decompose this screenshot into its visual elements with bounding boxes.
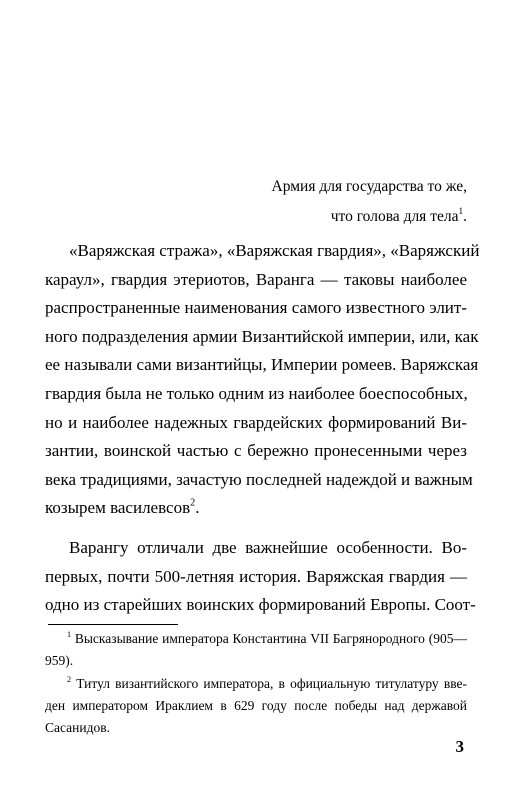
footnote-ref-2[interactable]: 2 <box>190 497 196 509</box>
paragraph-1-line-2: караул», гвардия этериотов, Варанга — таковы наиболее <box>45 269 467 289</box>
epigraph-end: . <box>463 208 467 225</box>
footnote-2-number: 2 <box>67 674 72 684</box>
footnote-1 <box>45 628 467 672</box>
footnote-ref-1[interactable]: 1 <box>458 207 464 218</box>
paragraph-1-line-1: «Варяжская стража», «Варяжская гвардия», «Варяжский <box>69 241 480 260</box>
epigraph-line-2-text: что голова для тела <box>330 208 459 225</box>
footnote-2-line-1-text: Титул византийского императора, в официальную титулатуру вве- <box>76 676 467 691</box>
epigraph-line-2 <box>167 202 467 232</box>
footnote-1-number: 1 <box>67 629 72 639</box>
paragraph-1-line-5: ее называли сами византийцы, Империи ромеев. Варяжская <box>45 355 479 375</box>
paragraph-1 <box>45 237 480 523</box>
paragraph-2-line-3: одно из старейших воинских формирований Европы. Соот- <box>45 595 476 615</box>
footnote-1-line-1 <box>45 628 467 650</box>
paragraph-1-line-6: гвардия была не только одним из наиболее боеспособных, <box>45 383 468 403</box>
paragraph-1-line-10 <box>45 494 467 523</box>
paragraph-2-line-1: Варангу отличали две важнейшие особенности. Во- <box>69 537 467 557</box>
footnote-separator <box>48 624 178 625</box>
footnote-1-line-2: 959). <box>45 653 74 668</box>
paragraph-1-line-3: распространенные наименования самого известного элит- <box>45 298 467 318</box>
main-text <box>45 237 480 620</box>
paragraph-1-end: . <box>195 498 200 518</box>
footnote-1-line-1-text: Высказывание императора Константина VII Багрянородного (905— <box>74 631 467 646</box>
paragraph-1-line-8: зантии, воинской частью с бережно пронесенными через <box>45 441 467 461</box>
epigraph-line-1: Армия для государства то же, <box>271 178 467 195</box>
footnote-2 <box>45 673 467 739</box>
paragraph-1-line-10-text: козырем василевсов <box>45 498 191 518</box>
footnote-2-line-1 <box>45 673 467 695</box>
paragraph-1-line-9: века традициями, зачастую последней надеждой и важным <box>45 469 473 489</box>
footnote-2-line-3: Сасанидов. <box>45 720 110 735</box>
epigraph <box>167 172 467 232</box>
footnotes <box>45 628 467 740</box>
page-number: 3 <box>455 737 464 756</box>
paragraph-1-line-4: ного подразделения армии Византийской империи, или, как <box>45 326 479 346</box>
paragraph-2-line-2: первых, почти 500-летняя история. Варяжская гвардия — <box>45 566 467 586</box>
paragraph-1-line-7: но и наиболее надежных гвардейских формирований Ви- <box>45 412 467 432</box>
footnote-2-line-2: ден императором Ираклием в 629 году после победы над державой <box>45 698 467 713</box>
paragraph-2 <box>45 534 476 620</box>
